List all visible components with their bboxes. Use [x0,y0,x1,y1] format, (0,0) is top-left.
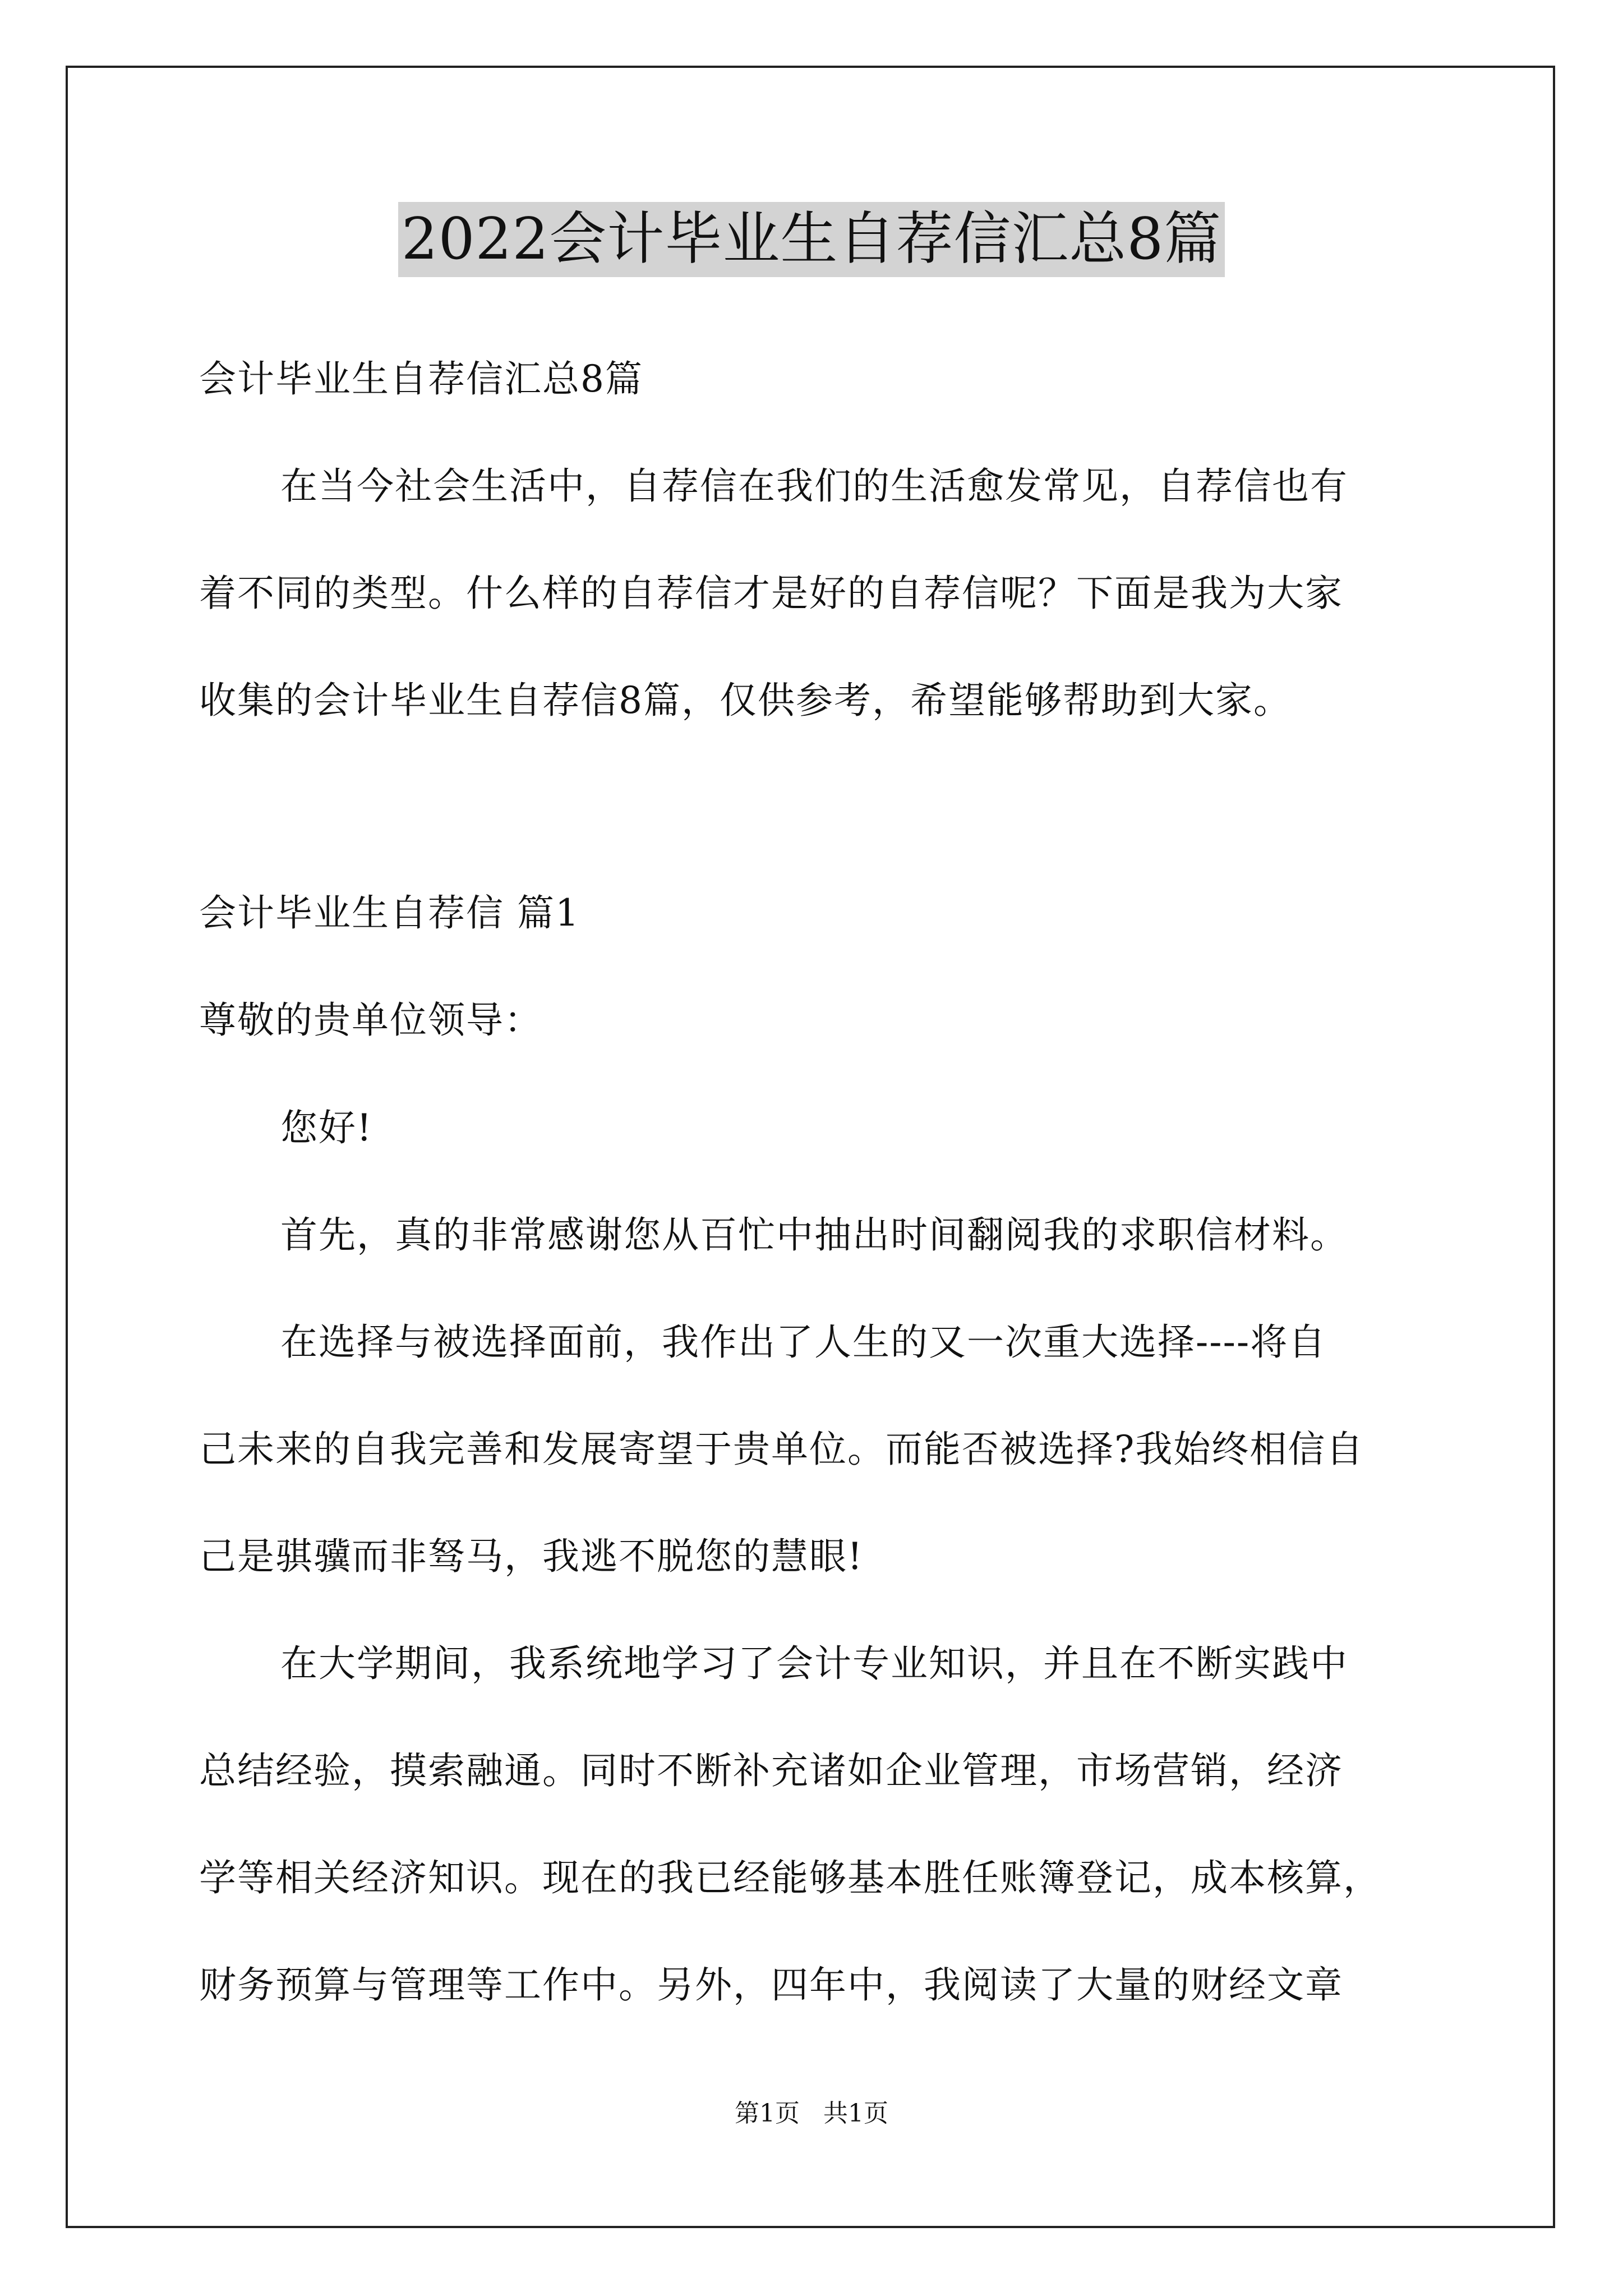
intro-line: 收集的会计毕业生自荐信8篇，仅供参考，希望能够帮助到大家。 [199,679,1292,722]
paragraph-line: 己未来的自我完善和发展寄望于贵单位。而能否被选择?我始终相信自 [199,1428,1364,1471]
intro-line: 着不同的类型。什么样的自荐信才是好的自荐信呢？下面是我为大家 [199,572,1343,615]
paragraph-line: 总结经验，摸索融通。同时不断补充诸如企业管理，市场营销，经济 [199,1749,1343,1792]
paragraph-line: 财务预算与管理等工作中。另外，四年中，我阅读了大量的财经文章 [199,1963,1343,2007]
section-heading: 会计毕业生自荐信 篇1 [199,891,580,935]
page-footer [0,2097,1623,2131]
page-number-current: 第1页 [735,2099,800,2128]
document-subtitle: 会计毕业生自荐信汇总8篇 [199,357,643,401]
paragraph-line: 在大学期间，我系统地学习了会计专业知识，并且在不断实践中 [280,1642,1348,1685]
page-number-total: 共1页 [823,2099,888,2128]
title-container [0,202,1623,277]
intro-line: 在当今社会生活中，自荐信在我们的生活愈发常见，自荐信也有 [280,464,1348,508]
paragraph-line: 首先，真的非常感谢您从百忙中抽出时间翻阅我的求职信材料。 [280,1213,1348,1257]
paragraph-line: 在选择与被选择面前，我作出了人生的又一次重大选择----将自 [280,1320,1327,1364]
greeting: 您好! [280,1106,373,1149]
document-title: 2022会计毕业生自荐信汇总8篇 [398,202,1225,277]
paragraph-line: 己是骐骥而非驽马，我逃不脱您的慧眼! [199,1535,864,1578]
salutation: 尊敬的贵单位领导： [199,999,542,1042]
paragraph-line: 学等相关经济知识。现在的我已经能够基本胜任账簿登记，成本核算， [199,1856,1381,1899]
